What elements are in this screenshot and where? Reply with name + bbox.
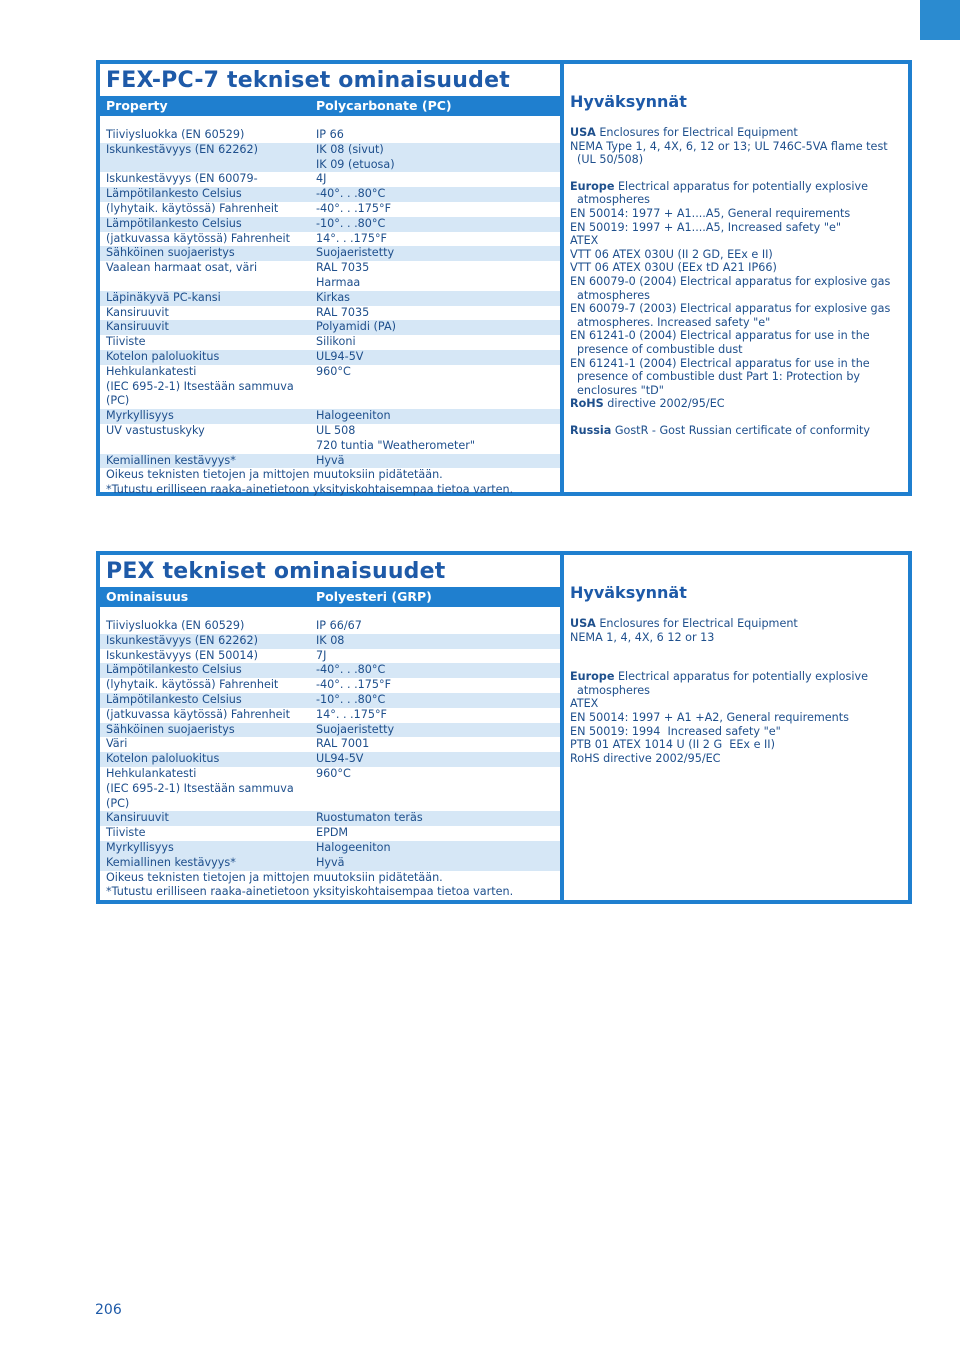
approval-text: EN 60079-0 (2004) Electrical apparatus for explosive gas bbox=[570, 274, 891, 288]
property-value: -40°. . .175°F bbox=[316, 201, 392, 215]
table-row bbox=[100, 797, 560, 812]
table-row bbox=[100, 678, 560, 693]
property-label: UV vastustuskyky bbox=[106, 423, 205, 437]
table-row bbox=[100, 811, 560, 826]
property-label: Kemiallinen kestävyys* bbox=[106, 453, 236, 467]
property-value: UL94-5V bbox=[316, 349, 364, 363]
property-label: Myrkyllisyys bbox=[106, 840, 174, 854]
approval-text: VTT 06 ATEX 030U (II 2 GD, EEx e II) bbox=[570, 247, 773, 261]
property-value: Harmaa bbox=[316, 275, 361, 289]
property-label: Tiiviste bbox=[106, 826, 146, 840]
table-row bbox=[100, 708, 560, 723]
property-label: Hehkulankatesti bbox=[106, 364, 197, 378]
property-label: Hehkulankatesti bbox=[106, 766, 197, 780]
property-value: Polyamidi (PA) bbox=[316, 320, 396, 334]
table-row bbox=[100, 350, 560, 365]
approval-text: (UL 50/508) bbox=[577, 153, 644, 167]
approval-text: GostR - Gost Russian certificate of conformity bbox=[611, 423, 871, 437]
approval-line bbox=[570, 670, 908, 684]
table-row bbox=[100, 409, 560, 424]
property-label: (IEC 695-2-1) Itsestään sammuva bbox=[106, 781, 294, 795]
approval-line bbox=[570, 617, 908, 631]
table-header bbox=[100, 96, 560, 116]
property-value: Suojaeristetty bbox=[316, 246, 395, 260]
approval-text: RoHS directive 2002/95/EC bbox=[570, 751, 721, 765]
properties-column bbox=[100, 555, 560, 900]
property-label: (PC) bbox=[106, 394, 130, 408]
spacer bbox=[570, 644, 908, 657]
property-value: 960°C bbox=[316, 766, 351, 780]
notes bbox=[100, 468, 560, 497]
property-value: EPDM bbox=[316, 826, 349, 840]
property-label: Väri bbox=[106, 737, 128, 751]
approval-line bbox=[570, 384, 908, 398]
table-row bbox=[100, 693, 560, 708]
approval-line bbox=[570, 207, 908, 221]
table-row bbox=[100, 202, 560, 217]
spacer bbox=[570, 411, 908, 424]
approval-text: atmospheres. Increased safety "e" bbox=[577, 315, 771, 329]
table-row bbox=[100, 782, 560, 797]
panel-title: PEX tekniset ominaisuudet bbox=[106, 559, 446, 584]
approval-text: EN 60079-7 (2003) Electrical apparatus for explosive gas bbox=[570, 302, 891, 316]
table-row bbox=[100, 320, 560, 335]
property-value: UL 508 bbox=[316, 423, 356, 437]
approval-region: Europe bbox=[570, 670, 615, 684]
notes bbox=[100, 871, 560, 900]
property-label: Myrkyllisyys bbox=[106, 409, 174, 423]
approval-region: Europe bbox=[570, 179, 615, 193]
approval-region: RoHS bbox=[570, 397, 604, 411]
property-value: Kirkas bbox=[316, 290, 351, 304]
property-value: -10°. . .80°C bbox=[316, 216, 386, 230]
table-row bbox=[100, 158, 560, 173]
table-header bbox=[100, 587, 560, 607]
property-label: Kemiallinen kestävyys* bbox=[106, 855, 236, 869]
header-material: Polycarbonate (PC) bbox=[316, 98, 452, 113]
property-value: Halogeeniton bbox=[316, 409, 391, 423]
properties-column bbox=[100, 64, 560, 498]
approval-line bbox=[570, 316, 908, 330]
table-row bbox=[100, 380, 560, 395]
approval-text: presence of combustible dust bbox=[577, 342, 743, 356]
property-value: IP 66/67 bbox=[316, 619, 362, 632]
approval-line bbox=[570, 357, 908, 371]
approval-text: EN 50014: 1977 + A1....A5, General requirements bbox=[570, 206, 851, 220]
approval-line bbox=[570, 343, 908, 357]
table-row bbox=[100, 276, 560, 291]
property-value: Ruostumaton teräs bbox=[316, 811, 423, 825]
approval-region: Russia bbox=[570, 423, 612, 437]
property-value: 960°C bbox=[316, 364, 351, 378]
property-label bbox=[106, 276, 316, 291]
table-row bbox=[100, 246, 560, 261]
property-label: Lämpötilankesto Celsius bbox=[106, 187, 242, 201]
page-number: 206 bbox=[95, 1302, 122, 1318]
pex-panel bbox=[96, 551, 912, 904]
property-label bbox=[106, 439, 316, 454]
approval-line bbox=[570, 234, 908, 248]
approval-text: EN 61241-1 (2004) Electrical apparatus for use in the bbox=[570, 356, 870, 370]
property-value: Hyvä bbox=[316, 453, 345, 467]
table-row bbox=[100, 128, 560, 143]
approval-text: Enclosures for Electrical Equipment bbox=[595, 617, 798, 630]
table-row bbox=[100, 291, 560, 306]
spacer bbox=[570, 657, 908, 670]
property-label: Läpinäkyvä PC-kansi bbox=[106, 290, 221, 304]
approval-line bbox=[570, 424, 908, 438]
property-label: Kansiruuvit bbox=[106, 305, 169, 319]
property-value: Hyvä bbox=[316, 855, 345, 869]
approval-text: atmospheres bbox=[577, 193, 650, 207]
table-row bbox=[100, 439, 560, 454]
property-label: (jatkuvassa käytössä) Fahrenheit bbox=[106, 707, 291, 721]
approval-line bbox=[570, 221, 908, 235]
approval-region: USA bbox=[570, 126, 596, 139]
approval-text: NEMA 1, 4, 4X, 6 12 or 13 bbox=[570, 630, 715, 644]
property-label: Kotelon paloluokitus bbox=[106, 752, 220, 766]
approvals-column bbox=[564, 64, 908, 437]
approval-line bbox=[570, 711, 908, 725]
property-label: Kansiruuvit bbox=[106, 320, 169, 334]
property-value: Halogeeniton bbox=[316, 840, 391, 854]
property-label: Vaalean harmaat osat, väri bbox=[106, 261, 258, 275]
approval-text: PTB 01 ATEX 1014 U (II 2 G EEx e II) bbox=[570, 738, 775, 752]
table-row bbox=[100, 335, 560, 350]
table-row bbox=[100, 663, 560, 678]
property-rows bbox=[100, 619, 560, 871]
property-value: RAL 7035 bbox=[316, 305, 370, 319]
approval-text: EN 50019: 1994 Increased safety "e" bbox=[570, 724, 781, 738]
table-row bbox=[100, 634, 560, 649]
approval-line bbox=[570, 248, 908, 262]
note-line: *Tutustu erilliseen raaka-ainetietoon yksityiskohtaisempaa tietoa varten. bbox=[106, 482, 514, 496]
property-label: (IEC 695-2-1) Itsestään sammuva bbox=[106, 379, 294, 393]
approval-text: VTT 06 ATEX 030U (EEx tD A21 IP66) bbox=[570, 261, 777, 275]
note-line: Oikeus teknisten tietojen ja mittojen muutoksiin pidätetään. bbox=[106, 468, 443, 482]
header-material: Polyesteri (GRP) bbox=[316, 589, 432, 604]
approval-line bbox=[570, 261, 908, 275]
property-value: IK 08 bbox=[316, 633, 345, 647]
property-value: 14°. . .175°F bbox=[316, 707, 387, 721]
table-row bbox=[100, 826, 560, 841]
table-row bbox=[100, 424, 560, 439]
property-value: 720 tuntia "Weatherometer" bbox=[316, 438, 476, 452]
approval-line bbox=[570, 140, 908, 154]
property-label: (lyhytaik. käytössä) Fahrenheit bbox=[106, 201, 279, 215]
property-value: -40°. . .80°C bbox=[316, 187, 386, 201]
property-label: Iskunkestävyys (EN 62262) bbox=[106, 633, 259, 647]
note-line: *Tutustu erilliseen raaka-ainetietoon yksityiskohtaisempaa tietoa varten. bbox=[106, 885, 514, 899]
property-value: Suojaeristetty bbox=[316, 722, 395, 736]
approval-text: directive 2002/95/EC bbox=[603, 397, 725, 411]
approval-line bbox=[570, 193, 908, 207]
property-label: Lämpötilankesto Celsius bbox=[106, 216, 242, 230]
note-line: Oikeus teknisten tietojen ja mittojen muutoksiin pidätetään. bbox=[106, 870, 443, 884]
approvals-title: Hyväksynnät bbox=[570, 583, 687, 602]
approval-text: NEMA Type 1, 4, 4X, 6, 12 or 13; UL 746C-5VA flame test bbox=[570, 139, 888, 153]
property-value: Silikoni bbox=[316, 335, 356, 349]
table-row bbox=[100, 856, 560, 871]
property-rows bbox=[100, 128, 560, 468]
approvals-title: Hyväksynnät bbox=[570, 92, 687, 111]
approval-line bbox=[570, 180, 908, 194]
property-value: -40°. . .175°F bbox=[316, 678, 392, 692]
corner-tab bbox=[920, 0, 960, 40]
property-label: Kotelon paloluokitus bbox=[106, 349, 220, 363]
table-row bbox=[100, 172, 560, 187]
approval-line bbox=[570, 289, 908, 303]
table-row bbox=[100, 649, 560, 664]
table-row bbox=[100, 767, 560, 782]
property-label: Iskunkestävyys (EN 60079- bbox=[106, 172, 258, 186]
approval-text: Electrical apparatus for potentially explosive bbox=[614, 670, 868, 684]
approval-lines bbox=[564, 126, 908, 437]
approval-line bbox=[570, 684, 908, 698]
approval-region: USA bbox=[570, 617, 596, 630]
property-label: Tiiviysluokka (EN 60529) bbox=[106, 619, 245, 632]
property-value: -10°. . .80°C bbox=[316, 692, 386, 706]
approval-lines bbox=[564, 617, 908, 765]
approval-text: atmospheres bbox=[577, 288, 650, 302]
property-value: IK 09 (etuosa) bbox=[316, 157, 395, 171]
approval-text: ATEX bbox=[570, 697, 599, 711]
property-label: Iskunkestävyys (EN 62262) bbox=[106, 142, 259, 156]
approval-line bbox=[570, 370, 908, 384]
property-label: Tiiviste bbox=[106, 335, 146, 349]
approval-text: presence of combustible dust Part 1: Protection by bbox=[577, 370, 861, 384]
table-row bbox=[100, 232, 560, 247]
table-row bbox=[100, 454, 560, 469]
property-label bbox=[106, 158, 316, 173]
approval-line bbox=[570, 126, 908, 140]
table-row bbox=[100, 737, 560, 752]
table-row bbox=[100, 261, 560, 276]
property-value: RAL 7001 bbox=[316, 737, 370, 751]
panel-title: FEX-PC-7 tekniset ominaisuudet bbox=[106, 68, 510, 93]
property-value: -40°. . .80°C bbox=[316, 663, 386, 677]
table-row bbox=[100, 394, 560, 409]
property-value: 4J bbox=[316, 172, 327, 186]
approval-text: ATEX bbox=[570, 234, 599, 248]
table-row bbox=[100, 306, 560, 321]
table-row bbox=[100, 619, 560, 634]
spacer bbox=[570, 167, 908, 180]
property-value: IK 08 (sivut) bbox=[316, 142, 384, 156]
header-property: Property bbox=[106, 98, 168, 113]
property-label: (lyhytaik. käytössä) Fahrenheit bbox=[106, 678, 279, 692]
approval-text: EN 50019: 1997 + A1....A5, Increased safety "e" bbox=[570, 220, 841, 234]
property-label: Sähköinen suojaeristys bbox=[106, 246, 235, 260]
property-label: Tiiviysluokka (EN 60529) bbox=[106, 128, 245, 141]
property-label: Lämpötilankesto Celsius bbox=[106, 692, 242, 706]
table-row bbox=[100, 365, 560, 380]
approval-line bbox=[570, 153, 908, 167]
property-value: RAL 7035 bbox=[316, 261, 370, 275]
table-row bbox=[100, 187, 560, 202]
property-label: (jatkuvassa käytössä) Fahrenheit bbox=[106, 231, 291, 245]
approval-text: Enclosures for Electrical Equipment bbox=[595, 126, 798, 139]
approval-line bbox=[570, 738, 908, 752]
property-label: Sähköinen suojaeristys bbox=[106, 722, 235, 736]
approval-line bbox=[570, 725, 908, 739]
property-value: 14°. . .175°F bbox=[316, 231, 387, 245]
approval-line bbox=[570, 697, 908, 711]
approval-text: EN 61241-0 (2004) Electrical apparatus for use in the bbox=[570, 329, 870, 343]
approval-line bbox=[570, 275, 908, 289]
table-row bbox=[100, 143, 560, 158]
table-row bbox=[100, 723, 560, 738]
approval-text: Electrical apparatus for potentially explosive bbox=[614, 179, 868, 193]
property-label: Lämpötilankesto Celsius bbox=[106, 663, 242, 677]
property-value: UL94-5V bbox=[316, 752, 364, 766]
table-row bbox=[100, 752, 560, 767]
property-label: Iskunkestävyys (EN 50014) bbox=[106, 648, 259, 662]
approvals-column bbox=[564, 555, 908, 765]
approval-line bbox=[570, 302, 908, 316]
approval-text: atmospheres bbox=[577, 683, 650, 697]
approval-text: enclosures "tD" bbox=[577, 383, 664, 397]
approval-line bbox=[570, 631, 908, 645]
property-label: Kansiruuvit bbox=[106, 811, 169, 825]
approval-line bbox=[570, 329, 908, 343]
property-value: IP 66 bbox=[316, 128, 344, 141]
table-row bbox=[100, 217, 560, 232]
table-row bbox=[100, 841, 560, 856]
property-value: 7J bbox=[316, 648, 327, 662]
header-property: Ominaisuus bbox=[106, 589, 189, 604]
approval-text: EN 50014: 1997 + A1 +A2, General requirements bbox=[570, 710, 849, 724]
approval-line bbox=[570, 397, 908, 411]
approval-line bbox=[570, 752, 908, 766]
fex-pc-7-panel bbox=[96, 60, 912, 496]
property-label: (PC) bbox=[106, 796, 130, 810]
